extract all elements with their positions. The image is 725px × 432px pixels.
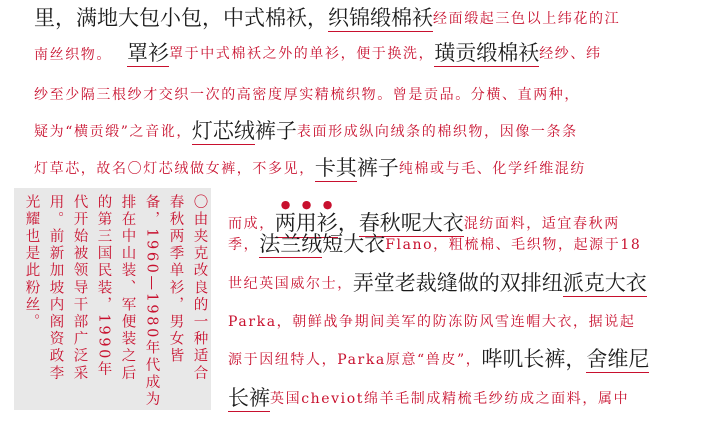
- text-line-3: [127, 43, 602, 67]
- term: 长裤: [228, 386, 270, 410]
- body-text: 裤子: [356, 156, 399, 180]
- annotation: 源于因纽特人，Parka原意“兽皮”，: [228, 352, 482, 368]
- term: 璜贡缎棉袄: [434, 41, 540, 65]
- annotation: 世纪英国威尔士，: [228, 276, 353, 292]
- annotation: 而成，: [228, 216, 275, 232]
- term: 罩衫: [127, 41, 169, 65]
- text-line-1: [34, 8, 620, 32]
- term: 卡其: [314, 156, 357, 180]
- text-line-10: [228, 311, 635, 332]
- annotation: 疑为“横贡缎”之音讹，: [34, 124, 192, 140]
- text-line-11: [228, 349, 649, 373]
- annotation: 英国cheviot绵羊毛制成精梳毛纱纺成之面料，属中: [270, 391, 630, 407]
- sidebar-column: 代开始被领导干部广泛采: [71, 194, 88, 383]
- body-text: 里，满地大包小包，中式棉袄，: [34, 6, 328, 30]
- annotation: 纯棉或与毛、化学纤维混纺: [398, 161, 587, 177]
- body-text: 哔叽长裤，: [481, 347, 587, 371]
- term: 舍维尼: [586, 347, 650, 371]
- term: 灯芯绒: [191, 119, 255, 143]
- sidebar-column: 春秋两季单衫，男女皆: [167, 194, 184, 365]
- annotation: 表面形成纵向绒条的棉织物，因像一条条: [296, 124, 578, 140]
- sidebar-column: 用。前新加坡内阁资政李: [47, 194, 64, 383]
- text-line-4: [34, 84, 580, 105]
- text-line-6: [34, 158, 586, 182]
- term: 派克大衣: [562, 271, 647, 295]
- sidebar-column: 〇由夹克改良的一种适合: [191, 194, 208, 383]
- body-text: 裤子: [254, 119, 297, 143]
- text-line-12: [228, 388, 629, 412]
- body-text: ，: [337, 211, 359, 235]
- term: 织锦缎棉袄: [328, 6, 433, 30]
- text-line-9: [228, 273, 647, 297]
- sidebar-note: [14, 188, 211, 410]
- text-line-8: [228, 234, 641, 258]
- annotation: 纱至少隔三根纱才交织一次的高密度厚实精梳织物。曾是贡品。分横、直两种，: [34, 87, 580, 103]
- sidebar-column: 排在中山装、军便装之后: [119, 194, 136, 383]
- annotation: 南丝织物。: [34, 47, 112, 63]
- annotation: Flano，粗梳棉、毛织物，起源于18: [385, 237, 642, 253]
- annotation: 经面缎起三色以上纬花的江: [433, 11, 621, 27]
- body-text: 短大衣: [322, 232, 386, 256]
- term: 两用衫: [275, 198, 338, 238]
- annotation: 灯草芯，故名〇灯芯绒做女裤，不多见，: [34, 161, 315, 177]
- sidebar-column: 备，1960—1980年代成为: [143, 194, 160, 409]
- term: 法兰绒: [259, 232, 323, 256]
- annotation: Parka，朝鲜战争期间美军的防冻防风雪连帽大衣，据说起: [228, 314, 636, 330]
- term: 春秋呢大衣: [358, 211, 464, 235]
- text-line-2: [34, 44, 112, 65]
- sidebar-column: 光耀也是此粉丝。: [23, 194, 40, 331]
- annotation: 季，: [228, 237, 260, 253]
- text-line-5: [34, 121, 578, 145]
- annotation: 经纱、纬: [539, 46, 602, 62]
- body-text: 弄堂老裁缝做的双排纽: [352, 271, 563, 295]
- sidebar-column: 的第三国民装，1990年: [95, 194, 112, 379]
- annotation: 罩于中式棉袄之外的单衫，便于换洗，: [169, 46, 435, 62]
- annotation: 混纺面料，适宜春秋两: [463, 216, 620, 232]
